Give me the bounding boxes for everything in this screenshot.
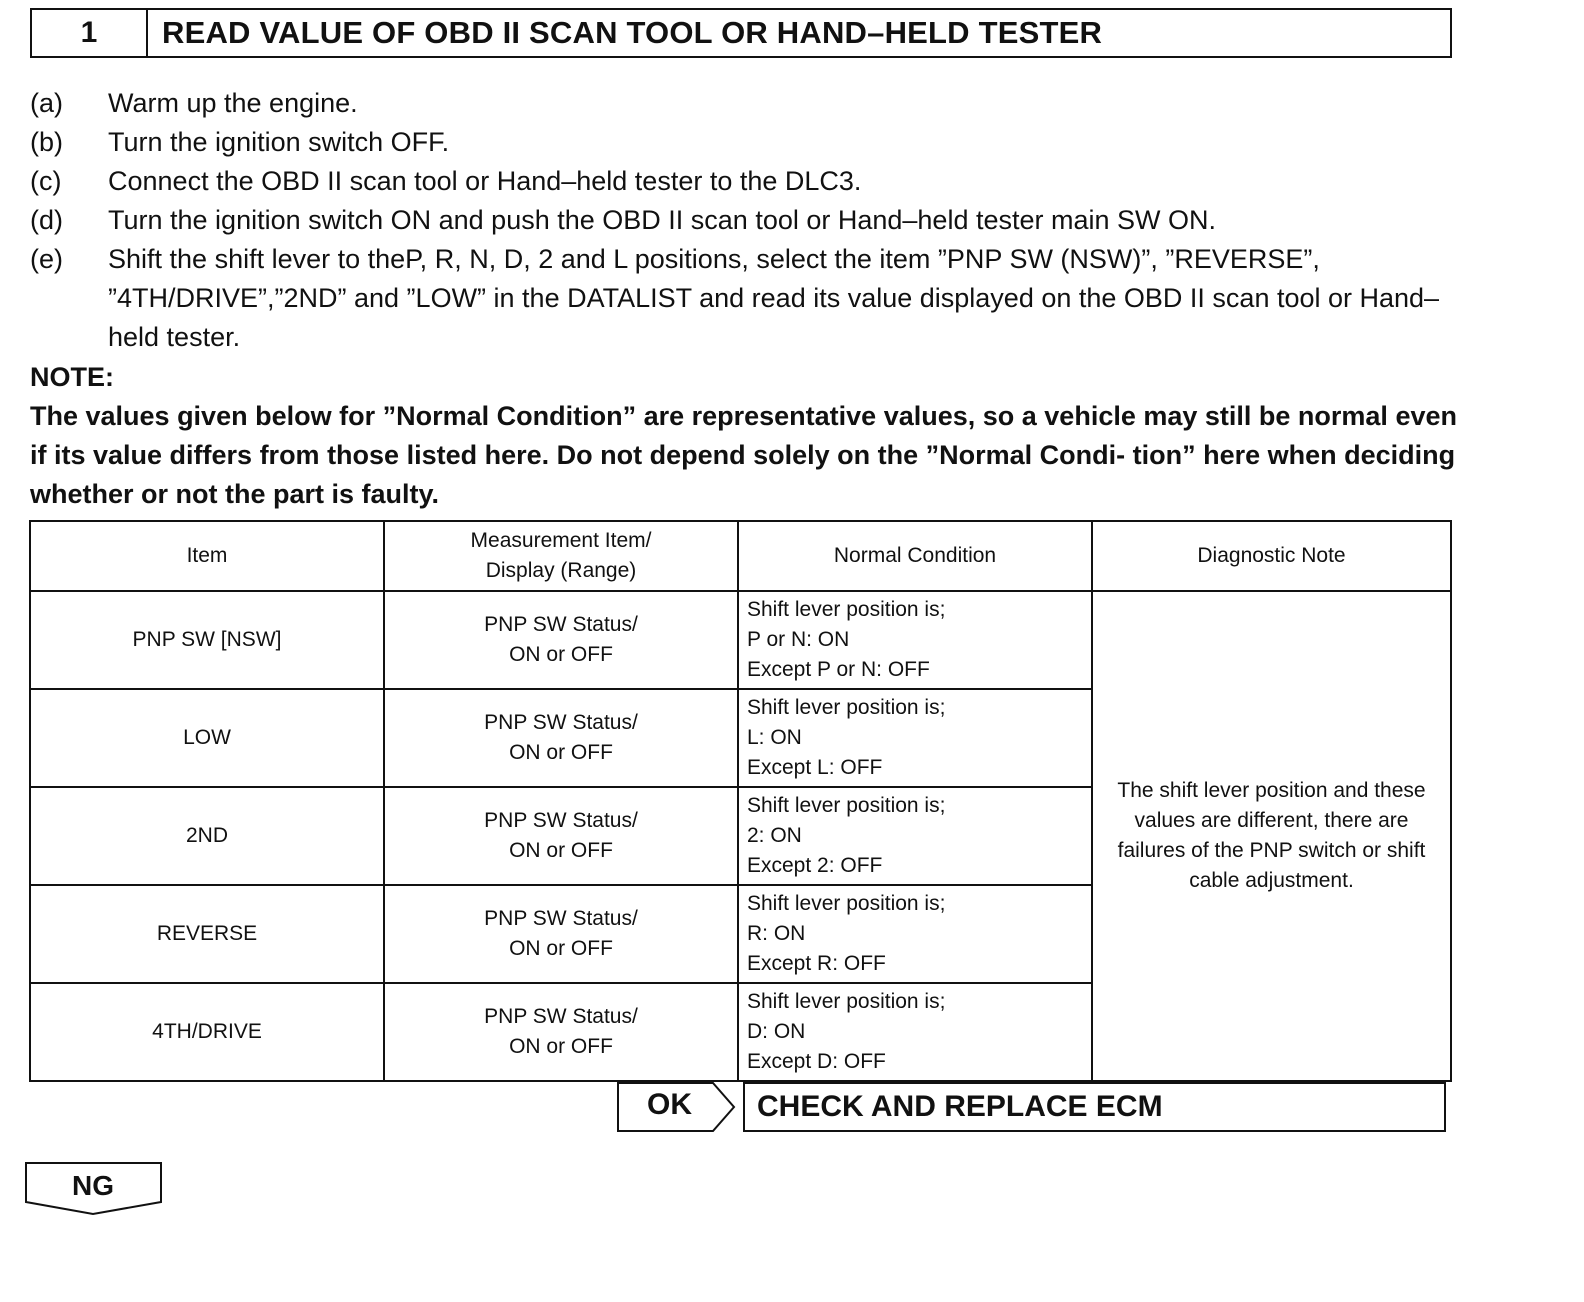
cell-item: REVERSE <box>30 885 384 983</box>
cell-condition <box>738 983 1092 1081</box>
cell-item: 4TH/DRIVE <box>30 983 384 1081</box>
list-item <box>30 123 1460 162</box>
procedure-steps <box>30 84 1460 357</box>
condition-line: Shift lever position is; <box>747 598 946 621</box>
measurement-range: ON or OFF <box>509 741 613 764</box>
cell-item: 2ND <box>30 787 384 885</box>
condition-line: Except R: OFF <box>747 952 886 975</box>
measurement-line: PNP SW Status/ <box>484 711 638 734</box>
step-label: (a) <box>30 88 63 118</box>
condition-line: Shift lever position is; <box>747 696 946 719</box>
measurement-line: PNP SW Status/ <box>484 1005 638 1028</box>
cell-diagnostic-note: The shift lever position and these values are different, there are failures of the PNP switch or shift cable adjustment. <box>1092 591 1451 1081</box>
condition-line: Except P or N: OFF <box>747 658 930 681</box>
table-row <box>30 591 1451 689</box>
condition-line: Except D: OFF <box>747 1050 886 1073</box>
data-list-table <box>29 520 1452 1082</box>
cell-measurement <box>384 983 738 1081</box>
ok-arrow <box>617 1082 735 1132</box>
cell-measurement <box>384 787 738 885</box>
condition-line: P or N: ON <box>747 628 850 651</box>
condition-line: Shift lever position is; <box>747 990 946 1013</box>
step-text: Turn the ignition switch OFF. <box>108 127 450 157</box>
header-measurement <box>384 521 738 591</box>
step-label: (c) <box>30 166 62 196</box>
list-item <box>30 84 1460 123</box>
step-text: Shift the shift lever to theP, R, N, D, 2 and L positions, select the item ”PNP SW (NSW)”, ”REVERSE”, ”4TH/DRIVE”,”2ND” and ”LOW” in the DATALIST and read its value displayed on the OBD II scan tool or Hand–held tester. <box>108 244 1440 352</box>
step-title: READ VALUE OF OBD II SCAN TOOL OR HAND–HELD TESTER <box>162 15 1103 50</box>
measurement-range: ON or OFF <box>509 643 613 666</box>
cell-condition <box>738 787 1092 885</box>
condition-line: Except L: OFF <box>747 756 883 779</box>
condition-line: Except 2: OFF <box>747 854 883 877</box>
measurement-range: ON or OFF <box>509 937 613 960</box>
measurement-line: PNP SW Status/ <box>484 809 638 832</box>
step-header <box>30 8 1452 58</box>
step-number: 1 <box>32 10 148 56</box>
header-measurement-line1: Measurement Item/ <box>470 529 652 552</box>
condition-line: R: ON <box>747 922 806 945</box>
measurement-range: ON or OFF <box>509 1035 613 1058</box>
step-label: (b) <box>30 127 63 157</box>
step-label: (d) <box>30 205 63 235</box>
cell-condition <box>738 885 1092 983</box>
header-diagnostic-note: Diagnostic Note <box>1092 521 1451 591</box>
cell-measurement <box>384 591 738 689</box>
condition-line: Shift lever position is; <box>747 892 946 915</box>
list-item <box>30 240 1460 357</box>
list-item <box>30 201 1460 240</box>
condition-line: L: ON <box>747 726 802 749</box>
note-text: The values given below for ”Normal Condition” are representative values, so a vehicle may still be normal even if its value differs from those listed here. Do not depend solely on the ”Normal Condi- tion” here when deciding whether or not the part is faulty. <box>30 401 1457 509</box>
cell-condition <box>738 591 1092 689</box>
cell-item: PNP SW [NSW] <box>30 591 384 689</box>
ok-result-box: CHECK AND REPLACE ECM <box>743 1082 1446 1132</box>
measurement-line: PNP SW Status/ <box>484 907 638 930</box>
cell-condition <box>738 689 1092 787</box>
step-text: Turn the ignition switch ON and push the OBD II scan tool or Hand–held tester main SW ON. <box>108 205 1217 235</box>
ok-label: OK <box>647 1088 692 1121</box>
condition-line: 2: ON <box>747 824 802 847</box>
note-label: NOTE: <box>30 362 114 392</box>
measurement-line: PNP SW Status/ <box>484 613 638 636</box>
header-item: Item <box>30 521 384 591</box>
condition-line: Shift lever position is; <box>747 794 946 817</box>
cell-item: LOW <box>30 689 384 787</box>
measurement-range: ON or OFF <box>509 839 613 862</box>
list-item <box>30 162 1460 201</box>
step-label: (e) <box>30 244 63 274</box>
table-header-row <box>30 521 1451 591</box>
condition-line: D: ON <box>747 1020 806 1043</box>
cell-measurement <box>384 885 738 983</box>
ng-arrow <box>25 1162 163 1216</box>
ng-label: NG <box>72 1170 114 1201</box>
header-measurement-line2: Display (Range) <box>485 559 637 582</box>
header-normal-condition: Normal Condition <box>738 521 1092 591</box>
step-text: Connect the OBD II scan tool or Hand–held tester to the DLC3. <box>108 166 862 196</box>
cell-measurement <box>384 689 738 787</box>
step-text: Warm up the engine. <box>108 88 358 118</box>
